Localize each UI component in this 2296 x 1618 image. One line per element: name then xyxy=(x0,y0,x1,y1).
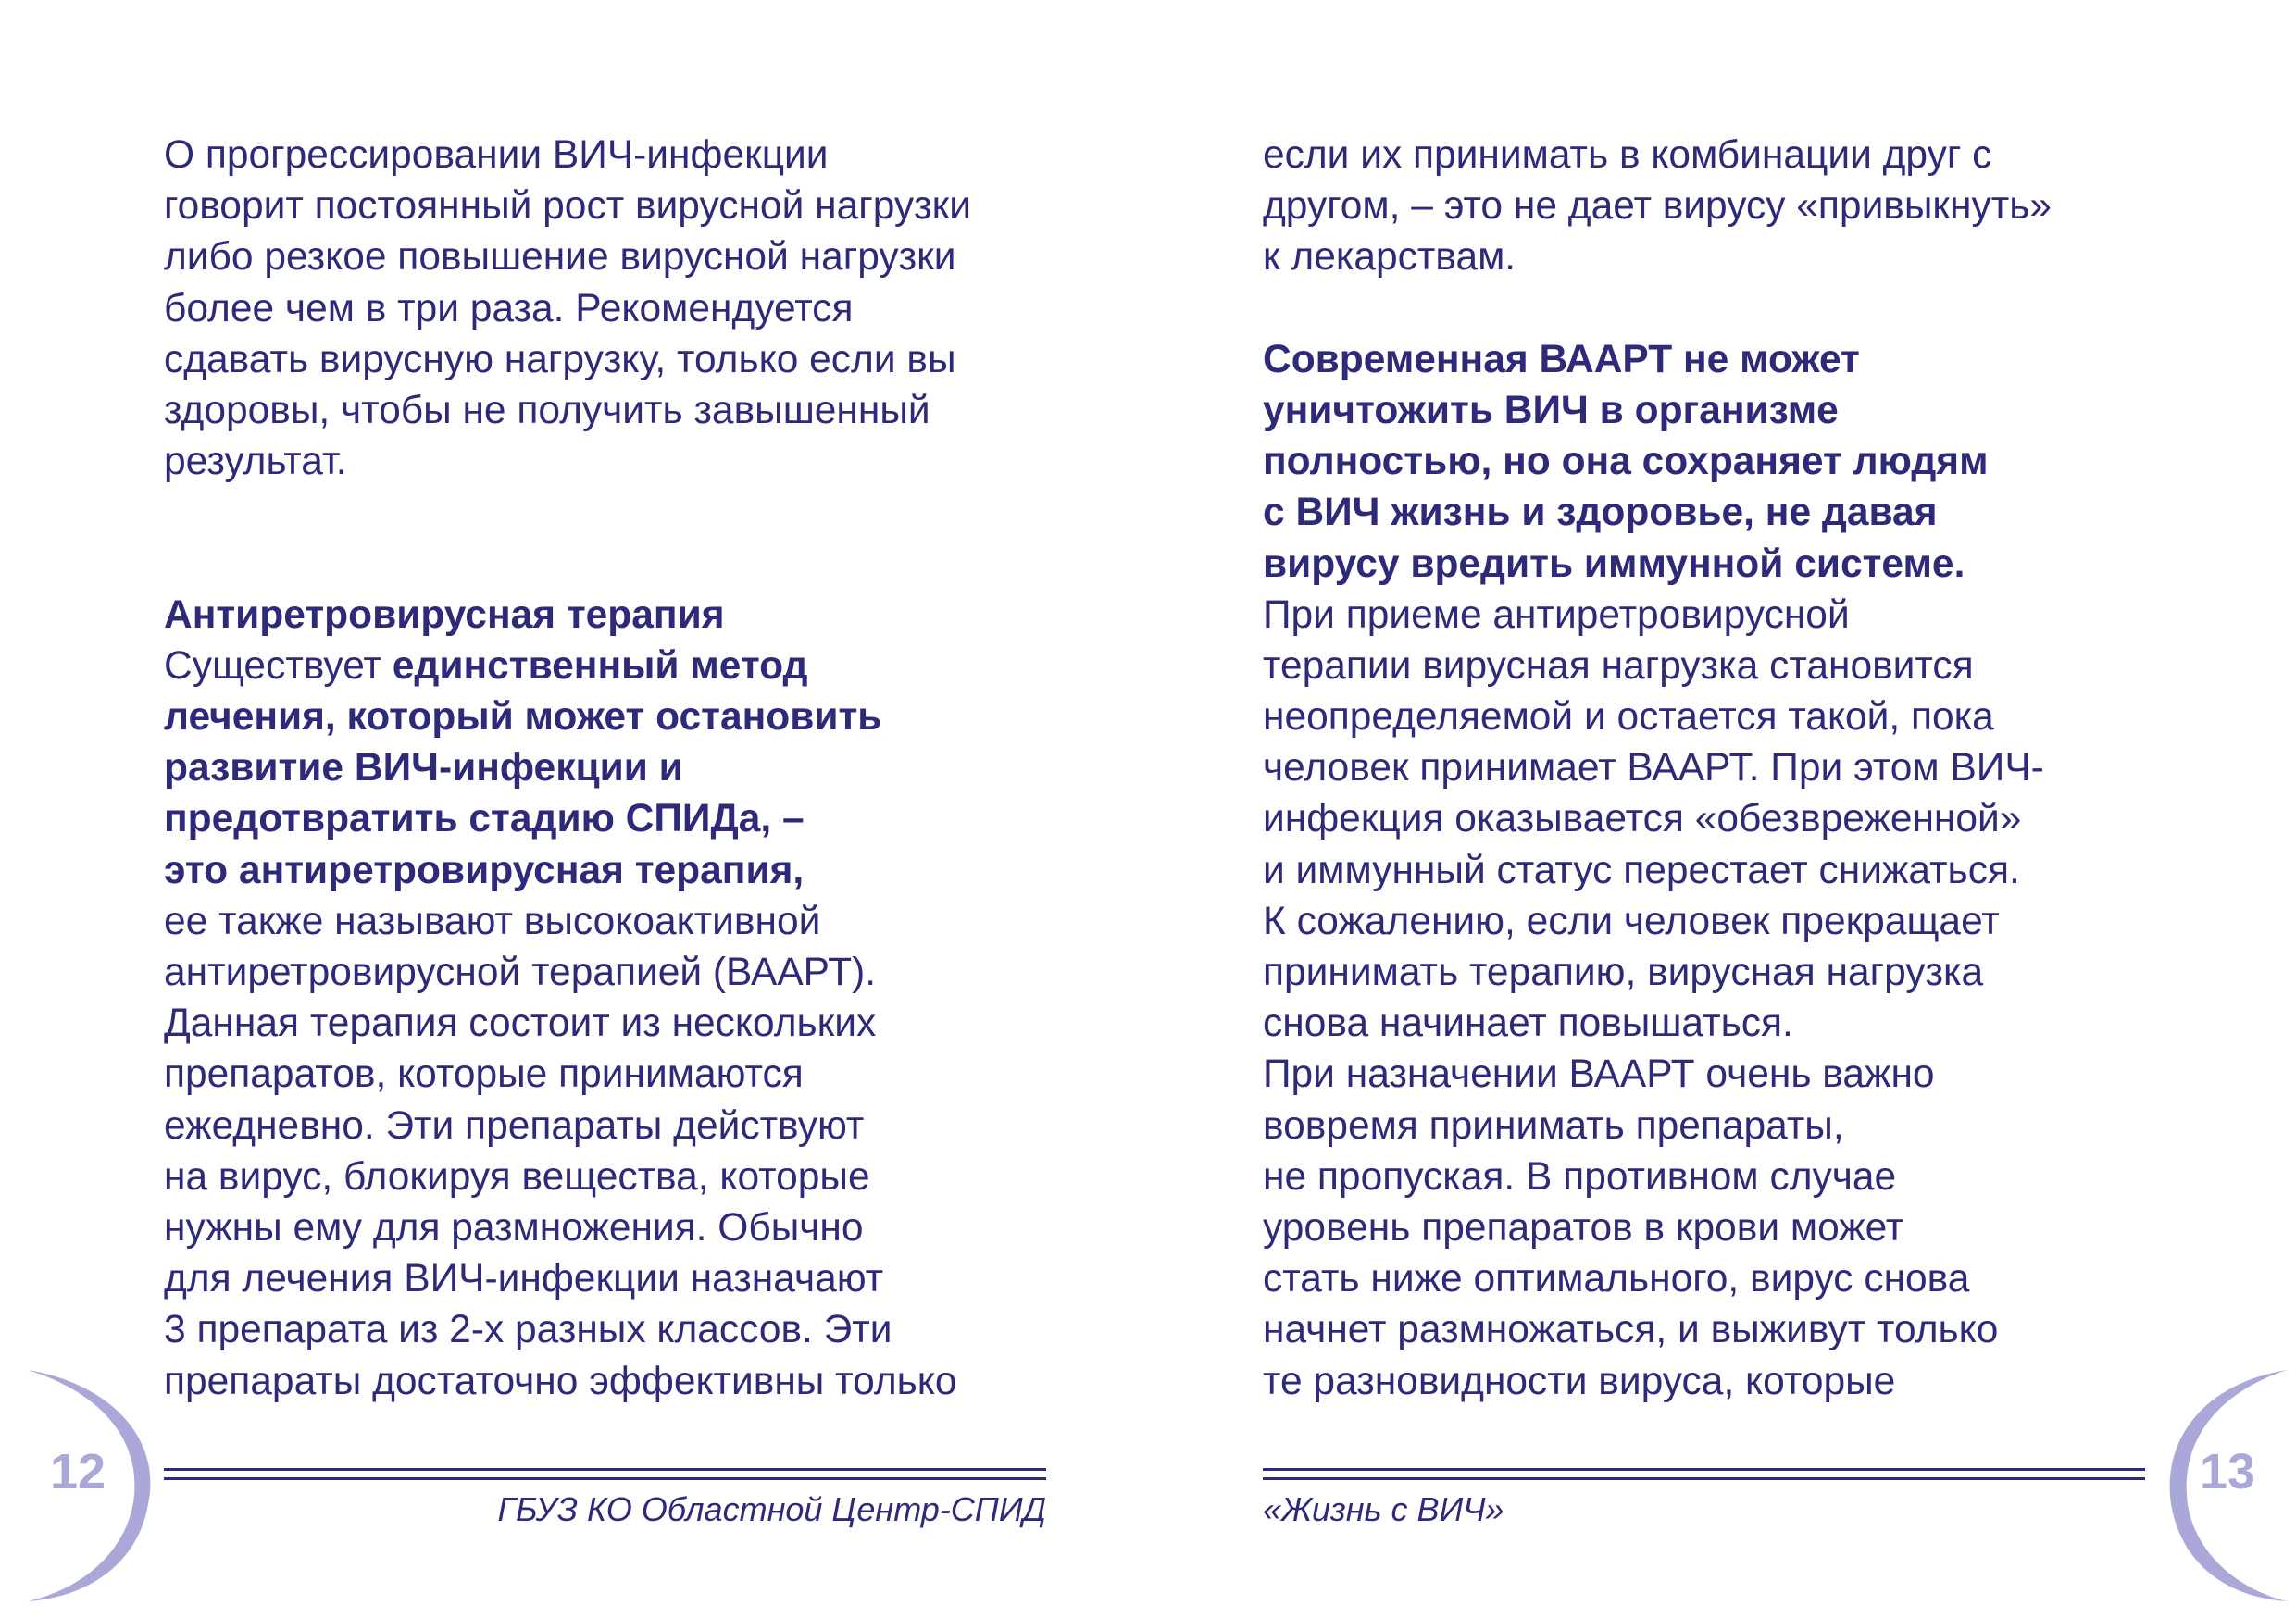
text-line xyxy=(164,1101,971,1151)
text-line xyxy=(1263,334,2052,385)
text-line xyxy=(1263,1253,2052,1304)
text-line xyxy=(1263,180,2052,231)
text-segment: для лечения ВИЧ-инфекции назначают xyxy=(164,1257,884,1301)
text-segment: нужны ему для размножения. Обычно xyxy=(164,1205,864,1250)
footer-publication-title: «Жизнь с ВИЧ» xyxy=(1263,1490,1504,1528)
text-line xyxy=(164,385,971,436)
text-segment: ежедневно. Эти препараты действуют xyxy=(164,1103,865,1148)
text-line xyxy=(1263,1101,2052,1151)
text-segment: Данная терапия состоит из нескольких xyxy=(164,1002,877,1046)
text-line xyxy=(164,845,971,896)
text-line xyxy=(1263,436,2052,487)
text-segment: уровень препаратов в крови может xyxy=(1263,1205,1904,1250)
text-segment: вовремя принимать препараты, xyxy=(1263,1103,1844,1148)
text-line xyxy=(1263,641,2052,691)
text-segment: 3 препарата из 2-х разных классов. Эти xyxy=(164,1308,892,1352)
text-line xyxy=(1263,845,2052,896)
bold-text: Современная ВААРТ не может xyxy=(1263,337,1860,381)
text-line xyxy=(164,1202,971,1253)
text-line xyxy=(1263,487,2052,538)
footer-rule-bottom xyxy=(164,1477,1046,1480)
text-segment: говорит постоянный рост вирусной нагрузки xyxy=(164,184,971,229)
text-segment: другом, – это не дает вирусу «привыкнуть» xyxy=(1263,184,2052,229)
text-line xyxy=(1263,231,2052,282)
text-line xyxy=(1263,998,2052,1049)
text-segment: инфекция оказывается «обезвреженной» xyxy=(1263,797,2022,841)
text-line xyxy=(164,896,971,947)
text-segment: и иммунный статус перестает снижаться. xyxy=(1263,848,2020,892)
text-line xyxy=(164,1356,971,1407)
footer-rule-top xyxy=(1263,1468,2145,1471)
page-number: 12 xyxy=(50,1444,106,1500)
bold-text: полностью, но она сохраняет людям xyxy=(1263,440,1989,484)
text-line xyxy=(1263,947,2052,998)
blank-line xyxy=(1263,283,2052,334)
text-segment: результат. xyxy=(164,440,347,484)
text-segment: К сожалению, если человек прекращает xyxy=(1263,899,2000,943)
text-line xyxy=(164,641,971,691)
right-page-body-text xyxy=(1263,130,2052,1407)
text-segment: препараты достаточно эффективны только xyxy=(164,1359,957,1403)
bold-text: вирусу вредить иммунной системе. xyxy=(1263,541,1965,586)
text-line xyxy=(164,1151,971,1202)
left-page-body-text xyxy=(164,130,971,1407)
text-line xyxy=(164,1049,971,1100)
text-line xyxy=(164,283,971,334)
text-line xyxy=(164,436,971,487)
text-line xyxy=(164,1304,971,1355)
blank-line xyxy=(164,487,971,538)
text-line xyxy=(1263,539,2052,590)
blank-line xyxy=(164,539,971,590)
bold-text: Антиретровирусная терапия xyxy=(164,592,725,637)
text-segment: неопределяемой и остается такой, пока xyxy=(1263,695,1994,740)
text-segment: Существует xyxy=(164,643,393,688)
text-line xyxy=(164,998,971,1049)
text-segment: О прогрессировании ВИЧ-инфекции xyxy=(164,133,829,177)
text-line xyxy=(1263,130,2052,180)
text-segment: ее также называют высокоактивной xyxy=(164,899,821,943)
text-segment: более чем в три раза. Рекомендуется xyxy=(164,286,854,330)
text-line xyxy=(164,742,971,793)
text-line xyxy=(1263,1304,2052,1355)
text-segment: те разновидности вируса, которые xyxy=(1263,1359,1896,1403)
text-segment: снова начинает повышаться. xyxy=(1263,1002,1793,1046)
text-line xyxy=(1263,385,2052,436)
text-line xyxy=(164,231,971,282)
text-line xyxy=(164,180,971,231)
bold-text: лечения, который может остановить xyxy=(164,695,882,740)
text-segment: к лекарствам. xyxy=(1263,235,1516,280)
bold-text: развитие ВИЧ-инфекции и xyxy=(164,746,683,790)
text-line xyxy=(1263,1356,2052,1407)
text-segment: антиретровирусной терапией (ВААРТ). xyxy=(164,951,877,994)
text-segment: При назначении ВААРТ очень важно xyxy=(1263,1052,1935,1097)
text-segment: если их принимать в комбинации друг с xyxy=(1263,133,1992,177)
footer-rule-bottom xyxy=(1263,1477,2145,1480)
bold-text: с ВИЧ жизнь и здоровье, не давая xyxy=(1263,491,1938,535)
text-line xyxy=(1263,1049,2052,1100)
bold-text: предотвратить стадию СПИДа, – xyxy=(164,797,805,841)
text-segment: терапии вирусная нагрузка становится xyxy=(1263,643,1974,688)
text-segment: здоровы, чтобы не получить завышенный xyxy=(164,388,930,432)
text-line xyxy=(164,1253,971,1304)
text-line xyxy=(1263,793,2052,844)
text-segment: человек принимает ВААРТ. При этом ВИЧ- xyxy=(1263,746,2044,790)
text-line xyxy=(1263,691,2052,742)
bold-text: это антиретровирусная терапия, xyxy=(164,848,805,892)
text-line xyxy=(1263,742,2052,793)
page-number: 13 xyxy=(2200,1444,2256,1500)
text-line xyxy=(164,130,971,180)
right-page xyxy=(1148,0,2296,1618)
text-segment: стать ниже оптимального, вирус снова xyxy=(1263,1257,1970,1301)
text-segment: При приеме антиретровирусной xyxy=(1263,592,1850,637)
text-line xyxy=(1263,590,2052,641)
text-line xyxy=(1263,1202,2052,1253)
footer-rule-top xyxy=(164,1468,1046,1471)
text-segment: либо резкое повышение вирусной нагрузки xyxy=(164,235,956,280)
text-segment: начнет размножаться, и выживут только xyxy=(1263,1308,1999,1352)
text-line xyxy=(1263,896,2052,947)
text-segment: препаратов, которые принимаются xyxy=(164,1052,804,1097)
text-line xyxy=(164,947,971,998)
text-line xyxy=(164,334,971,385)
footer-organization: ГБУЗ КО Областной Центр-СПИД xyxy=(497,1490,1046,1528)
bold-text: единственный метод xyxy=(392,643,808,688)
text-segment: сдавать вирусную нагрузку, только если вы xyxy=(164,337,956,381)
bold-text: уничтожить ВИЧ в организме xyxy=(1263,388,1839,432)
text-line xyxy=(164,793,971,844)
text-segment: на вирус, блокируя вещества, которые xyxy=(164,1154,870,1199)
text-line xyxy=(164,590,971,641)
text-line xyxy=(1263,1151,2052,1202)
text-segment: принимать терапию, вирусная нагрузка xyxy=(1263,951,1984,994)
text-line xyxy=(164,691,971,742)
text-segment: не пропуская. В противном случае xyxy=(1263,1154,1897,1199)
